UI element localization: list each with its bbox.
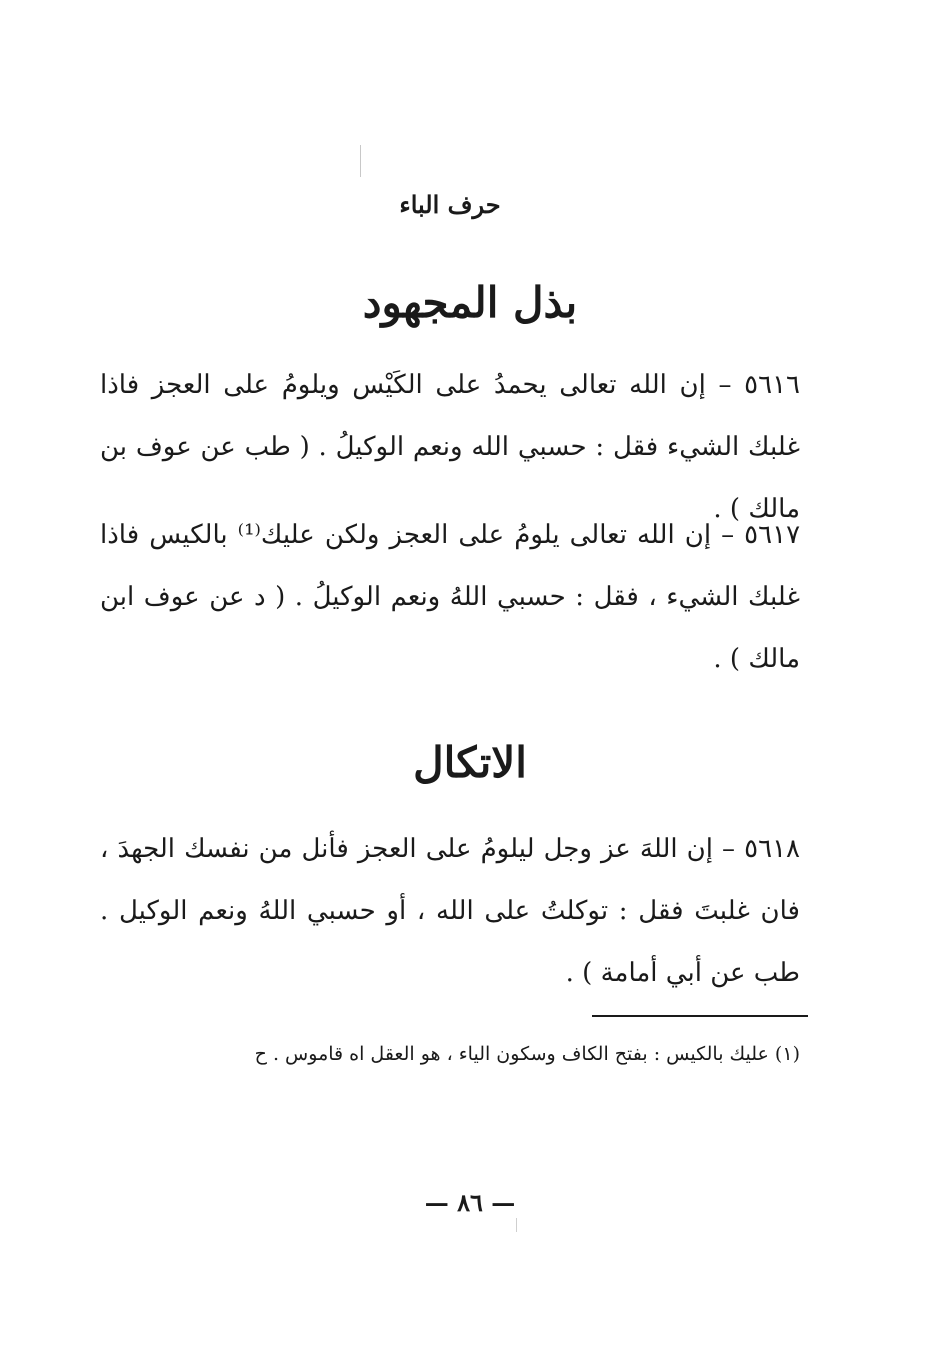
footnote: (١) عليك بالكيس : بفتح الكاف وسكون الياء ، هو العقل اه قاموس . ح <box>254 1043 800 1065</box>
hadith-entry <box>100 818 800 1004</box>
entry-text: إن الله تعالى يحمدُ على الكَيْس ويلومُ على العجز فاذا غلبك الشيء فقل : حسبي الله ونعم الوكيلُ . ( طب عن عوف بن مالك ) . <box>100 370 800 524</box>
entry-number: ٥٦١٨ <box>744 834 800 864</box>
hadith-entry <box>100 504 800 690</box>
entry-separator: – <box>712 834 736 864</box>
section-title-reliance: الاتكال <box>413 738 527 787</box>
entry-separator: – <box>705 370 732 400</box>
entry-text: إن الله تعالى يلومُ على العجز ولكن عليك⁽¹⁾ بالكيس فاذا غلبك الشيء ، فقل : حسبي اللهُ ونعم الوكيلُ . ( د عن عوف ابن مالك ) . <box>100 520 800 674</box>
footnote-divider <box>592 1015 808 1017</box>
entry-number: ٥٦١٧ <box>744 520 801 550</box>
chapter-title: حرف الباء <box>399 190 501 219</box>
entry-separator: – <box>711 520 735 550</box>
page-number: — ٨٦ — <box>424 1188 516 1217</box>
scan-mark <box>516 1218 517 1232</box>
entry-number: ٥٦١٦ <box>744 370 800 400</box>
section-title-effort: بذل المجهود <box>362 278 578 327</box>
scan-mark <box>360 145 361 177</box>
entry-text: إن اللهَ عز وجل ليلومُ على العجز فأنل من نفسك الجهدَ ، فان غلبتَ فقل : توكلتُ على الله ، أو حسبي اللهُ ونعم الوكيل . طب عن أبي أمامة ) . <box>100 834 800 988</box>
